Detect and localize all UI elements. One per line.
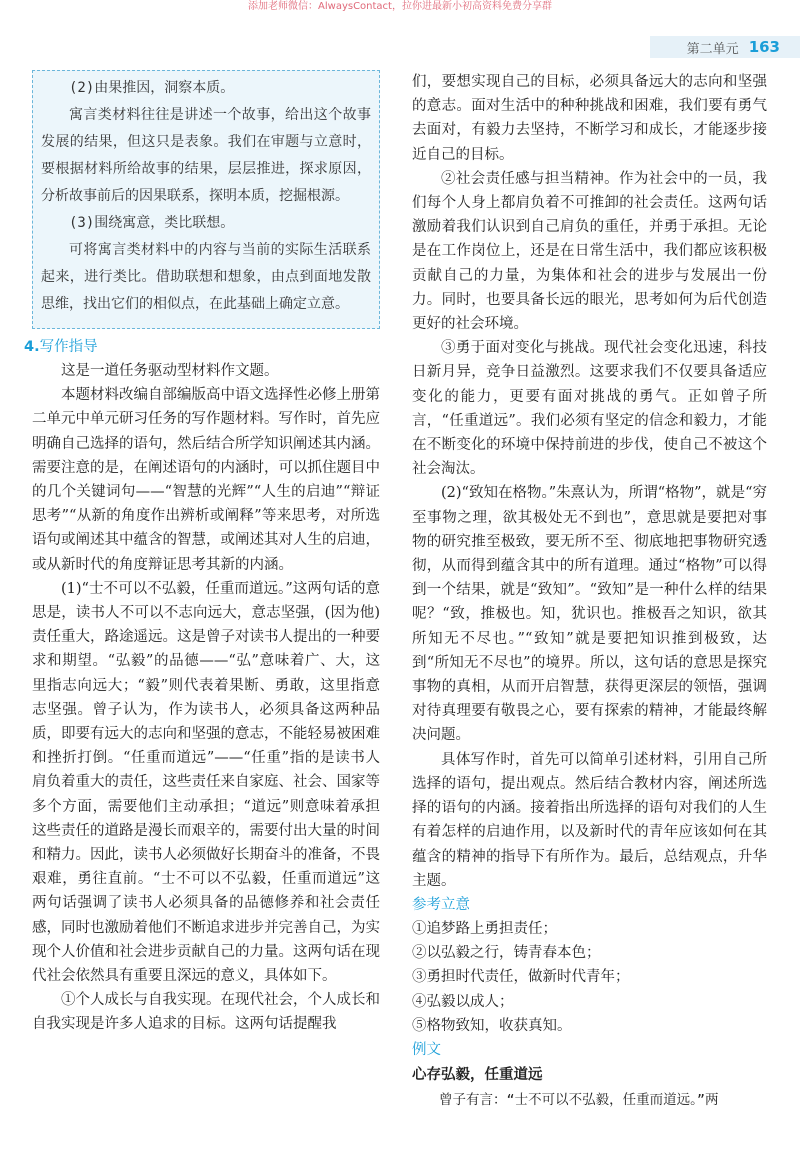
- body-paragraph: (1)“士不可以不弘毅，任重而道远。”这两句话的意思是，读书人不可以不志向远大，意志坚强，(因为他)责任重大，路途遥远。这是曾子对读书人提出的一种要求和期望。“弘毅”的品德——“弘”意味着广、大，这里指志向远大；“毅”则代表着果断、勇敢，这里指意志坚强。曾子认为，作为读书人，必须具备这两种品质，即要有远大的志向和坚强的意志，不能轻易被困难和挫折打倒。“任重而道远”——“任重”指的是读书人肩负着重大的责任，这些责任来自家庭、社会、国家等多个方面，需要他们主动承担；“道远”则意味着承担这些责任的道路是漫长而艰辛的，需要付出大量的时间和精力。因此，读书人必须做好长期奋斗的准备，不畏艰难，勇往直前。“士不可以不弘毅，任重而道远”这两句话强调了读书人必须具备的品德修养和社会责任感，同时也激励着他们不断追求进步并完善自己，为实现个人价值和社会进步贡献自己的力量。这两句话在现代社会依然具有重要且深远的意义，具体如下。: [32, 580, 380, 985]
- tip-paragraph: 寓言类材料往往是讲述一个故事，给出这个故事发展的结果，但这只是表象。我们在审题与立意时，要根据材料所给故事的结果，层层推进，探求原因，分析故事前后的因果联系，探明本质，挖掘根源。: [41, 107, 371, 204]
- essay-title: 心存弘毅，任重道远: [412, 1066, 543, 1083]
- section-number: 4.: [24, 339, 40, 355]
- reference-ideas-heading: 参考立意: [412, 896, 470, 913]
- page-number: 163: [748, 38, 780, 56]
- body-paragraph: 这是一道任务驱动型材料作文题。: [61, 363, 279, 379]
- body-paragraph: (2)“致知在格物。”朱熹认为，所谓“格物”，就是“穷至事物之理，欲其极处无不到也”，意思就是要把对事物的研究推至极致，要无所不至、彻底地把事物研究透彻，从而得到蕴含其中的所有道理。通过“格物”可以得到一个结果，就是“致知”。“致知”是一种什么样的结果呢？“致，推极也。知，犹识也。推极吾之知识，欲其所知无不尽也。”“致知”就是要把知识推到极致，达到“所知无不尽也”的境界。所以，这句话的意思是探究事物的真相，从而开启智慧，获得更深层的领悟，强调对待真理要有敬畏之心，要有探索的精神，才能最终解决问题。: [412, 485, 767, 744]
- reference-idea-item: ⑤格物致知，收获真知。: [412, 1017, 572, 1034]
- reference-idea-item: ②以弘毅之行，铸青春本色；: [412, 945, 601, 962]
- body-paragraph: 本题材料改编自部编版高中语文选择性必修上册第二单元中单元研习任务的写作题材料。写作时，首先应明确自己选择的语句，然后结合所学知识阐述其内涵。需要注意的是，在阐述语句的内涵时，可以抓住题目中的几个关键词句——“智慧的光辉”“人生的启迪”“辩证思考”“从新的角度作出辨析或阐释”等来思考，对所选语句或阐述其中蕴含的智慧，或阐述其对人生的启迪，或从新时代的角度辩证思考其新的内涵。: [32, 387, 380, 573]
- reference-idea-item: ③勇担时代责任，做新时代青年；: [412, 969, 630, 986]
- reference-idea-item: ④弘毅以成人；: [412, 993, 514, 1010]
- body-paragraph: ①个人成长与自我实现。在现代社会，个人成长和自我实现是许多人追求的目标。这两句话提醒我: [32, 992, 380, 1033]
- body-paragraph: 具体写作时，首先可以简单引述材料，引用自己所选择的语句，提出观点。然后结合教材内容，阐述所选择的语句的内涵。接着指出所选择的语句对我们的人生有着怎样的启迪作用，以及新时代的青年应该如何在其蕴含的精神的指导下有所作为。最后，总结观点，升华主题。: [412, 751, 767, 889]
- right-column: [412, 70, 767, 1112]
- tip-paragraph: (3)围绕寓意，类比联想。: [69, 215, 235, 231]
- tip-paragraph: 可将寓言类材料中的内容与当前的实际生活联系起来，进行类比。借助联想和想象，由点到面地发散思维，找出它们的相似点，在此基础上确定立意。: [41, 242, 371, 312]
- tip-box: [32, 70, 380, 329]
- reference-idea-item: ①追梦路上勇担责任；: [412, 920, 557, 937]
- unit-label: 第二单元: [686, 41, 739, 57]
- unit-header: [650, 36, 800, 58]
- body-paragraph: ③勇于面对变化与挑战。现代社会变化迅速，科技日新月异，竞争日益激烈。这要求我们不仅要具备适应变化的能力，更要有面对挑战的勇气。正如曾子所言，“任重道远”。我们必须有坚定的信念和毅力，才能在不断变化的环境中保持前进的步伐，使自己不被这个社会淘汰。: [412, 340, 767, 478]
- section-title: 写作指导: [39, 339, 98, 355]
- essay-first-line: 曾子有言：“士不可以不弘毅，任重而道远。”两: [439, 1091, 719, 1108]
- body-paragraph: 们，要想实现自己的目标，必须具备远大的志向和坚强的意志。面对生活中的种种挑战和困难，我们要有勇气去面对，有毅力去坚持，不断学习和成长，才能逐步接近自己的目标。: [412, 74, 767, 163]
- example-heading: 例文: [412, 1041, 441, 1058]
- watermark-text: 添加老师微信：AlwaysContact，拉你进最新小初高资料免费分享群: [248, 1, 552, 12]
- body-paragraph: ②社会责任感与担当精神。作为社会中的一员，我们每个人身上都肩负着不可推卸的社会责任。这两句话激励着我们认识到自己肩负的重任，并勇于承担。无论是在工作岗位上，还是在日常生活中，我们都应该积极贡献自己的力量，为集体和社会的进步与发展出一份力。同时，也要具备长远的眼光，思考如何为后代创造更好的社会环境。: [412, 170, 767, 333]
- tip-paragraph: (2)由果推因，洞察本质。: [69, 80, 235, 96]
- left-column: [24, 70, 380, 1037]
- writing-guide-heading: [24, 335, 380, 359]
